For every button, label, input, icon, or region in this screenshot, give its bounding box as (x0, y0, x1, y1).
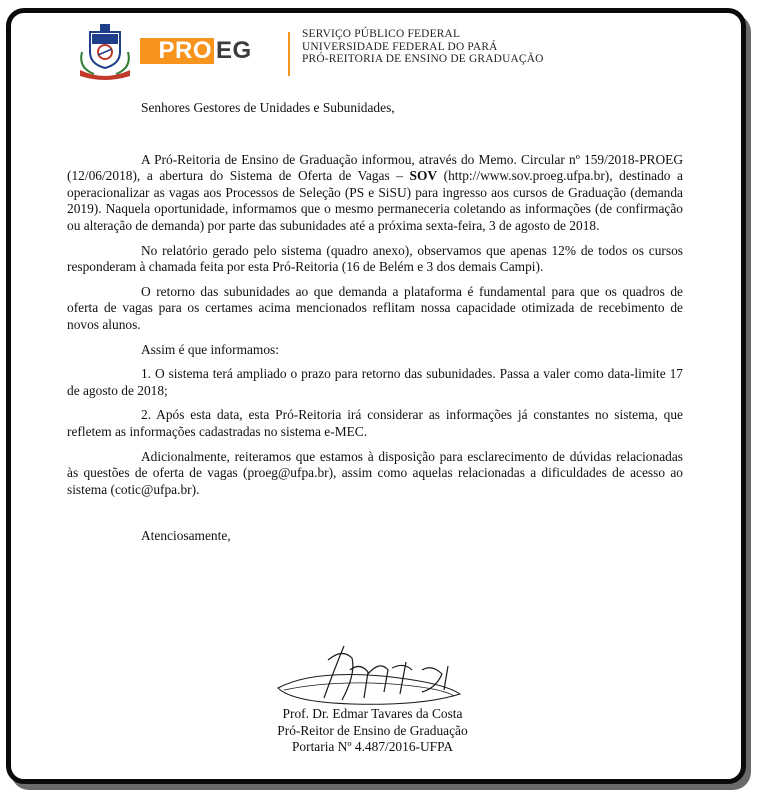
signatory-name: Prof. Dr. Edmar Tavares da Costa (282, 706, 463, 721)
ufpa-seal-icon (76, 22, 134, 82)
logo-pro-text: PRO (140, 38, 214, 64)
paragraph-7: Adicionalmente, reiteramos que estamos à disposição para esclarecimento de dúvidas relacionadas às questões de oferta de vagas (proeg@ufpa.br), assim como aquelas relacionadas a dificuldades de acesso ao sistema (cotic@ufpa.br). (67, 448, 683, 497)
logo-eg-text: EG (216, 37, 252, 64)
paragraph-1-part-a: A Pró-Reitoria de Ensino de Graduação informou, através do Memo. Circular nº 159/2018-PROEG (12/06/2018), a abertura do Sistema de Oferta de Vagas – (67, 151, 683, 184)
paragraph-1-part-b: (http://www.sov.proeg.ufpa.br), destinado a operacionalizar as vagas aos Processos de Seleção (PS e SiSU) para ingresso aos cursos de Graduação (demanda 2019). Naquela oportunidade, informamos que o mesmo permaneceria coletando as informações (de confirmação ou alteração de demanda) por parte das subunidades até a próxima sexta-feira, 3 de agosto de 2018. (67, 168, 684, 233)
signatory-ordinance: Portaria Nº 4.487/2016-UFPA (291, 739, 453, 755)
institution-line-2: UNIVERSIDADE FEDERAL DO PARÁ (302, 40, 498, 53)
paragraph-3: O retorno das subunidades ao que demanda a plataforma é fundamental para que os quadros de oferta de vagas para os certames acima mencionados reflitam nossa capacidade otimizada de recebimento de novos alunos. (67, 283, 683, 332)
signature-block (180, 706, 565, 756)
institution-line-1: SERVIÇO PÚBLICO FEDERAL (302, 28, 461, 40)
sov-acronym: SOV (409, 168, 438, 184)
signatory-role: Pró-Reitor de Ensino de Graduação (277, 722, 468, 738)
paragraph-6: 2. Após esta data, esta Pró-Reitoria irá considerar as informações já constantes no sistema, que refletem as informações cadastradas no sistema e-MEC. (67, 407, 683, 439)
paragraph-4: Assim é que informamos: (141, 341, 279, 357)
paragraph-1 (67, 152, 683, 235)
handwritten-signature (272, 640, 472, 710)
paragraph-2: No relatório gerado pelo sistema (quadro anexo), observamos que apenas 12% de todos os cursos responderam à chamada feita por esta Pró-Reitoria (16 de Belém e 3 dos demais Campi). (67, 242, 683, 275)
institution-line-3: PRÓ-REITORIA DE ENSINO DE GRADUAÇÃO (302, 53, 544, 66)
paragraph-5: 1. O sistema terá ampliado o prazo para retorno das subunidades. Passa a valer como data-limite 17 de agosto de 2018; (67, 366, 683, 398)
letter-body (67, 100, 683, 545)
salutation: Senhores Gestores de Unidades e Subunidades, (141, 100, 395, 115)
proeg-logo (140, 36, 272, 72)
institution-heading (302, 28, 544, 66)
header-divider (288, 32, 290, 76)
closing: Atenciosamente, (141, 528, 231, 544)
letterhead (76, 22, 636, 82)
